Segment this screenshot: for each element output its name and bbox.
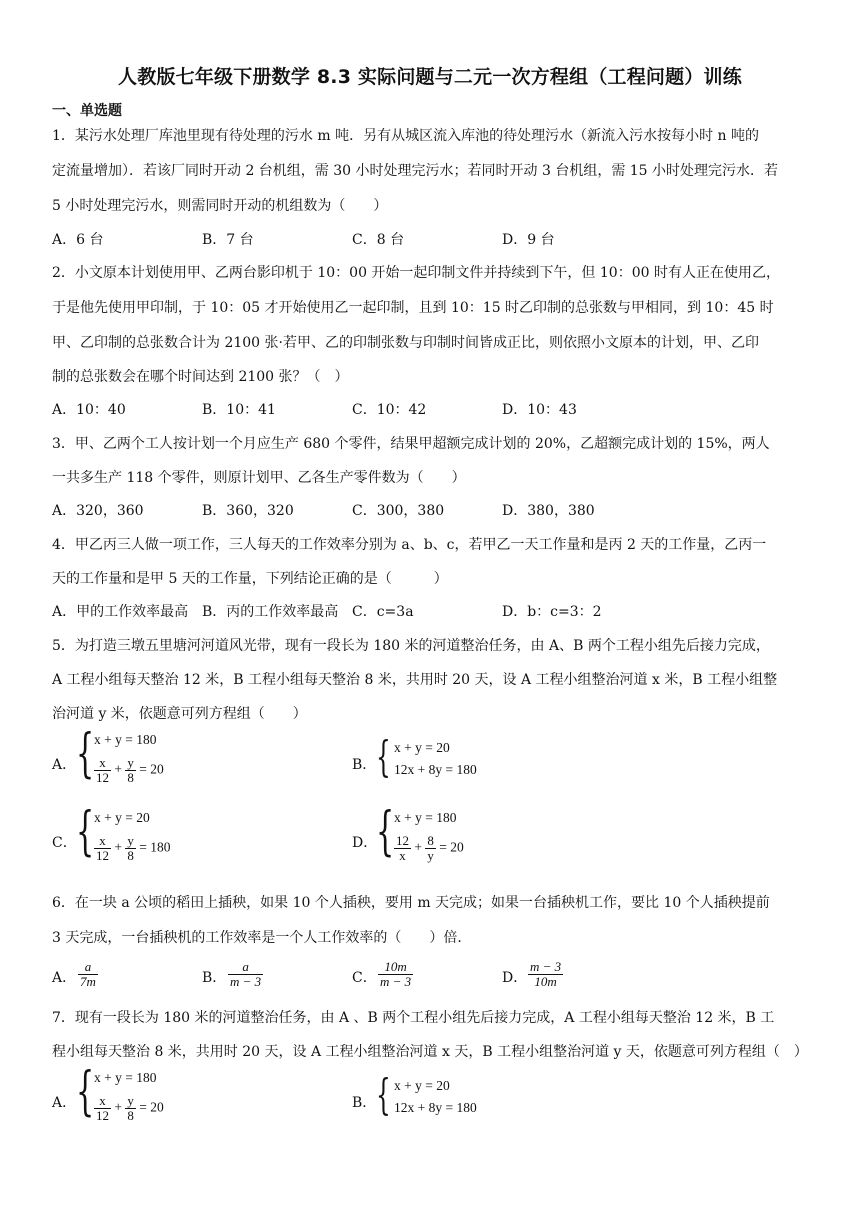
q5-c-f2-den: 8 (127, 848, 134, 863)
page-title: 人教版七年级下册数学 8.3 实际问题与二元一次方程组（工程问题）训练 (118, 66, 742, 88)
q6-d-num: m − 3 (530, 959, 562, 974)
q5-system-a: { x + y = 180 $\frac{x}{12}$ + $\frac{y}{8}$ = 20 (76, 724, 164, 785)
q1-option-d: D．9 台 (502, 232, 555, 248)
q7-label-b: B． (352, 1095, 377, 1111)
q1-option-a: A．6 台 (52, 232, 104, 248)
q1-line-3: 5 小时处理完污水，则需同时开动的机组数为（ ） (52, 198, 388, 214)
q6-label-a: A． (52, 970, 77, 986)
q5-c-f1-den: 12 (96, 848, 109, 863)
q5-system-d: { x + y = 180 $\frac{12}{x}$ + $\frac{8}{y}$ = 20 (376, 802, 464, 863)
q2-option-c: C．10：42 (352, 402, 427, 418)
q5-d-eq1: x + y = 180 (394, 810, 457, 825)
q7-a-f2-den: 8 (127, 1108, 134, 1123)
q1-option-c: C．8 台 (352, 232, 405, 248)
q5-b-eq2: 12x + 8y = 180 (394, 762, 477, 777)
q5-d-f1-num: 12 (396, 833, 409, 848)
q7-a-eq1: x + y = 180 (94, 1070, 157, 1085)
q4-line-2: 天的工作量和是甲 5 天的工作量，下列结论正确的是（ ） (52, 571, 448, 587)
q1-line-1: 1．某污水处理厂库池里现有待处理的污水 m 吨．另有从城区流入库池的待处理污水（新流入污水按每小时 n 吨的 (52, 128, 759, 144)
q5-a-f2-num: y (127, 755, 134, 770)
q5-label-d: D． (352, 835, 378, 851)
q7-line-2: 程小组每天整治 8 米，共用时 20 天，设 A 工程小组整治河道 x 天，B 工程小组整治河道 y 天，依题意可列方程组（ ） (52, 1044, 808, 1060)
q5-line-1: 5．为打造三墩五里塘河河道风光带，现有一段长为 180 米的河道整治任务，由 A、B 两个工程小组先后接力完成， (52, 638, 770, 654)
q3-option-d: D．380，380 (502, 503, 595, 519)
q2-line-3: 甲、乙印制的总张数合计为 2100 张·若甲、乙的印制张数与印制时间皆成正比，则依照小文原本的计划，甲、乙印 (52, 335, 759, 351)
q1-line-2: 定流量增加）．若该厂同时开动 2 台机组，需 30 小时处理完污水；若同时开动 3 台机组，需 15 小时处理完污水．若 (52, 163, 779, 179)
q5-line-2: A 工程小组每天整治 12 米，B 工程小组每天整治 8 米，共用时 20 天，设 A 工程小组整治河道 x 米，B 工程小组整 (52, 672, 778, 688)
q7-label-a: A． (52, 1095, 77, 1111)
q5-d-eq2-rhs: = 20 (439, 839, 464, 855)
q4-option-a: A．甲的工作效率最高 (52, 604, 189, 620)
q6-fraction-c (378, 960, 413, 989)
q5-line-3: 治河道 y 米，依题意可列方程组（ ） (52, 706, 307, 722)
q7-b-eq2: 12x + 8y = 180 (394, 1100, 477, 1115)
q4-option-d: D．b：c=3：2 (502, 604, 602, 620)
q6-fraction-b (228, 960, 263, 989)
q5-c-eq2-rhs: = 180 (139, 839, 171, 855)
q5-a-eq1: x + y = 180 (94, 732, 157, 747)
q6-label-d: D． (502, 970, 528, 986)
q7-a-eq2-rhs: = 20 (139, 1099, 164, 1115)
q6-a-num: a (78, 960, 98, 975)
q2-line-2: 于是他先使用甲印制，于 10：05 才开始使用乙一起印制，且到 10：15 时乙印制的总张数与甲相同，到 10：45 时 (52, 300, 774, 316)
q4-option-c: C．c=3a (352, 604, 414, 620)
q5-label-a: A． (52, 757, 77, 773)
q7-b-eq1: x + y = 20 (394, 1078, 450, 1093)
q5-label-c: C． (52, 835, 77, 851)
q7-a-f1-num: x (94, 1094, 111, 1109)
q7-a-f2-num: y (127, 1093, 134, 1108)
q4-option-b: B．丙的工作效率最高 (202, 604, 339, 620)
q7-system-a: { x + y = 180 $\frac{x}{12}$ + $\frac{y}{8}$ = 20 (76, 1062, 164, 1123)
q2-option-a: A．10：40 (52, 402, 126, 418)
q5-label-b: B． (352, 757, 377, 773)
q2-line-4: 制的总张数会在哪个时间达到 2100 张？（ ） (52, 369, 349, 385)
q7-system-b: { x + y = 20 12x + 8y = 180 (376, 1070, 477, 1119)
q5-d-f2-den: y (427, 848, 434, 863)
q7-line-1: 7．现有一段长为 180 米的河道整治任务，由 A 、B 两个工程小组先后接力完成，A 工程小组每天整治 12 米，B 工 (52, 1010, 775, 1026)
q5-d-f1-den: x (399, 848, 406, 863)
q3-line-1: 3．甲、乙两个工人按计划一个月应生产 680 个零件，结果甲超额完成计划的 20%，乙超额完成计划的 15%，两人 (52, 436, 770, 452)
q5-c-eq1: x + y = 20 (94, 810, 150, 825)
q5-b-eq1: x + y = 20 (394, 740, 450, 755)
q3-line-2: 一共多生产 118 个零件，则原计划甲、乙各生产零件数为（ ） (52, 470, 466, 486)
q1-option-b: B．7 台 (202, 232, 254, 248)
q3-option-b: B．360，320 (202, 503, 294, 519)
q6-d-den: 10m (534, 974, 557, 989)
q6-b-num: a (228, 960, 263, 975)
q2-option-d: D．10：43 (502, 402, 577, 418)
q6-fraction-d (528, 960, 563, 989)
q3-option-c: C．300，380 (352, 503, 445, 519)
q5-a-f1-den: 12 (96, 770, 109, 785)
q6-c-num: 10m (378, 960, 413, 975)
q6-label-b: B． (202, 970, 227, 986)
q6-fraction-a (78, 960, 98, 989)
q5-system-b: { x + y = 20 12x + 8y = 180 (376, 732, 477, 781)
q3-option-a: A．320，360 (52, 503, 144, 519)
q7-a-f1-den: 12 (96, 1108, 109, 1123)
q6-line-2: 3 天完成，一台插秧机的工作效率是一个人工作效率的（ ）倍． (52, 930, 472, 946)
q5-d-f2-num: 8 (427, 833, 434, 848)
q2-line-1: 2．小文原本计划使用甲、乙两台影印机于 10：00 开始一起印制文件并持续到下午，但 10：00 时有人正在使用乙， (52, 265, 780, 281)
q6-a-den: 7m (80, 974, 96, 989)
section-heading: 一、单选题 (52, 103, 122, 119)
q6-b-den: m − 3 (230, 974, 262, 989)
q5-c-f2-num: y (127, 833, 134, 848)
q5-a-f2-den: 8 (127, 770, 134, 785)
q4-line-1: 4．甲乙丙三人做一项工作，三人每天的工作效率分别为 a、b、c，若甲乙一天工作量和是丙 2 天的工作量，乙丙一 (52, 537, 767, 553)
q5-a-eq2-rhs: = 20 (139, 761, 164, 777)
q5-a-f1-num: x (94, 756, 111, 771)
q5-c-f1-num: x (94, 834, 111, 849)
q6-line-1: 6．在一块 a 公顷的稻田上插秧，如果 10 个人插秧，要用 m 天完成；如果一台插秧机工作，要比 10 个人插秧提前 (52, 895, 770, 911)
q6-label-c: C． (352, 970, 377, 986)
q2-option-b: B．10：41 (202, 402, 276, 418)
q6-c-den: m − 3 (380, 974, 412, 989)
q5-system-c: { x + y = 20 $\frac{x}{12}$ + $\frac{y}{8}$ = 180 (76, 802, 171, 863)
